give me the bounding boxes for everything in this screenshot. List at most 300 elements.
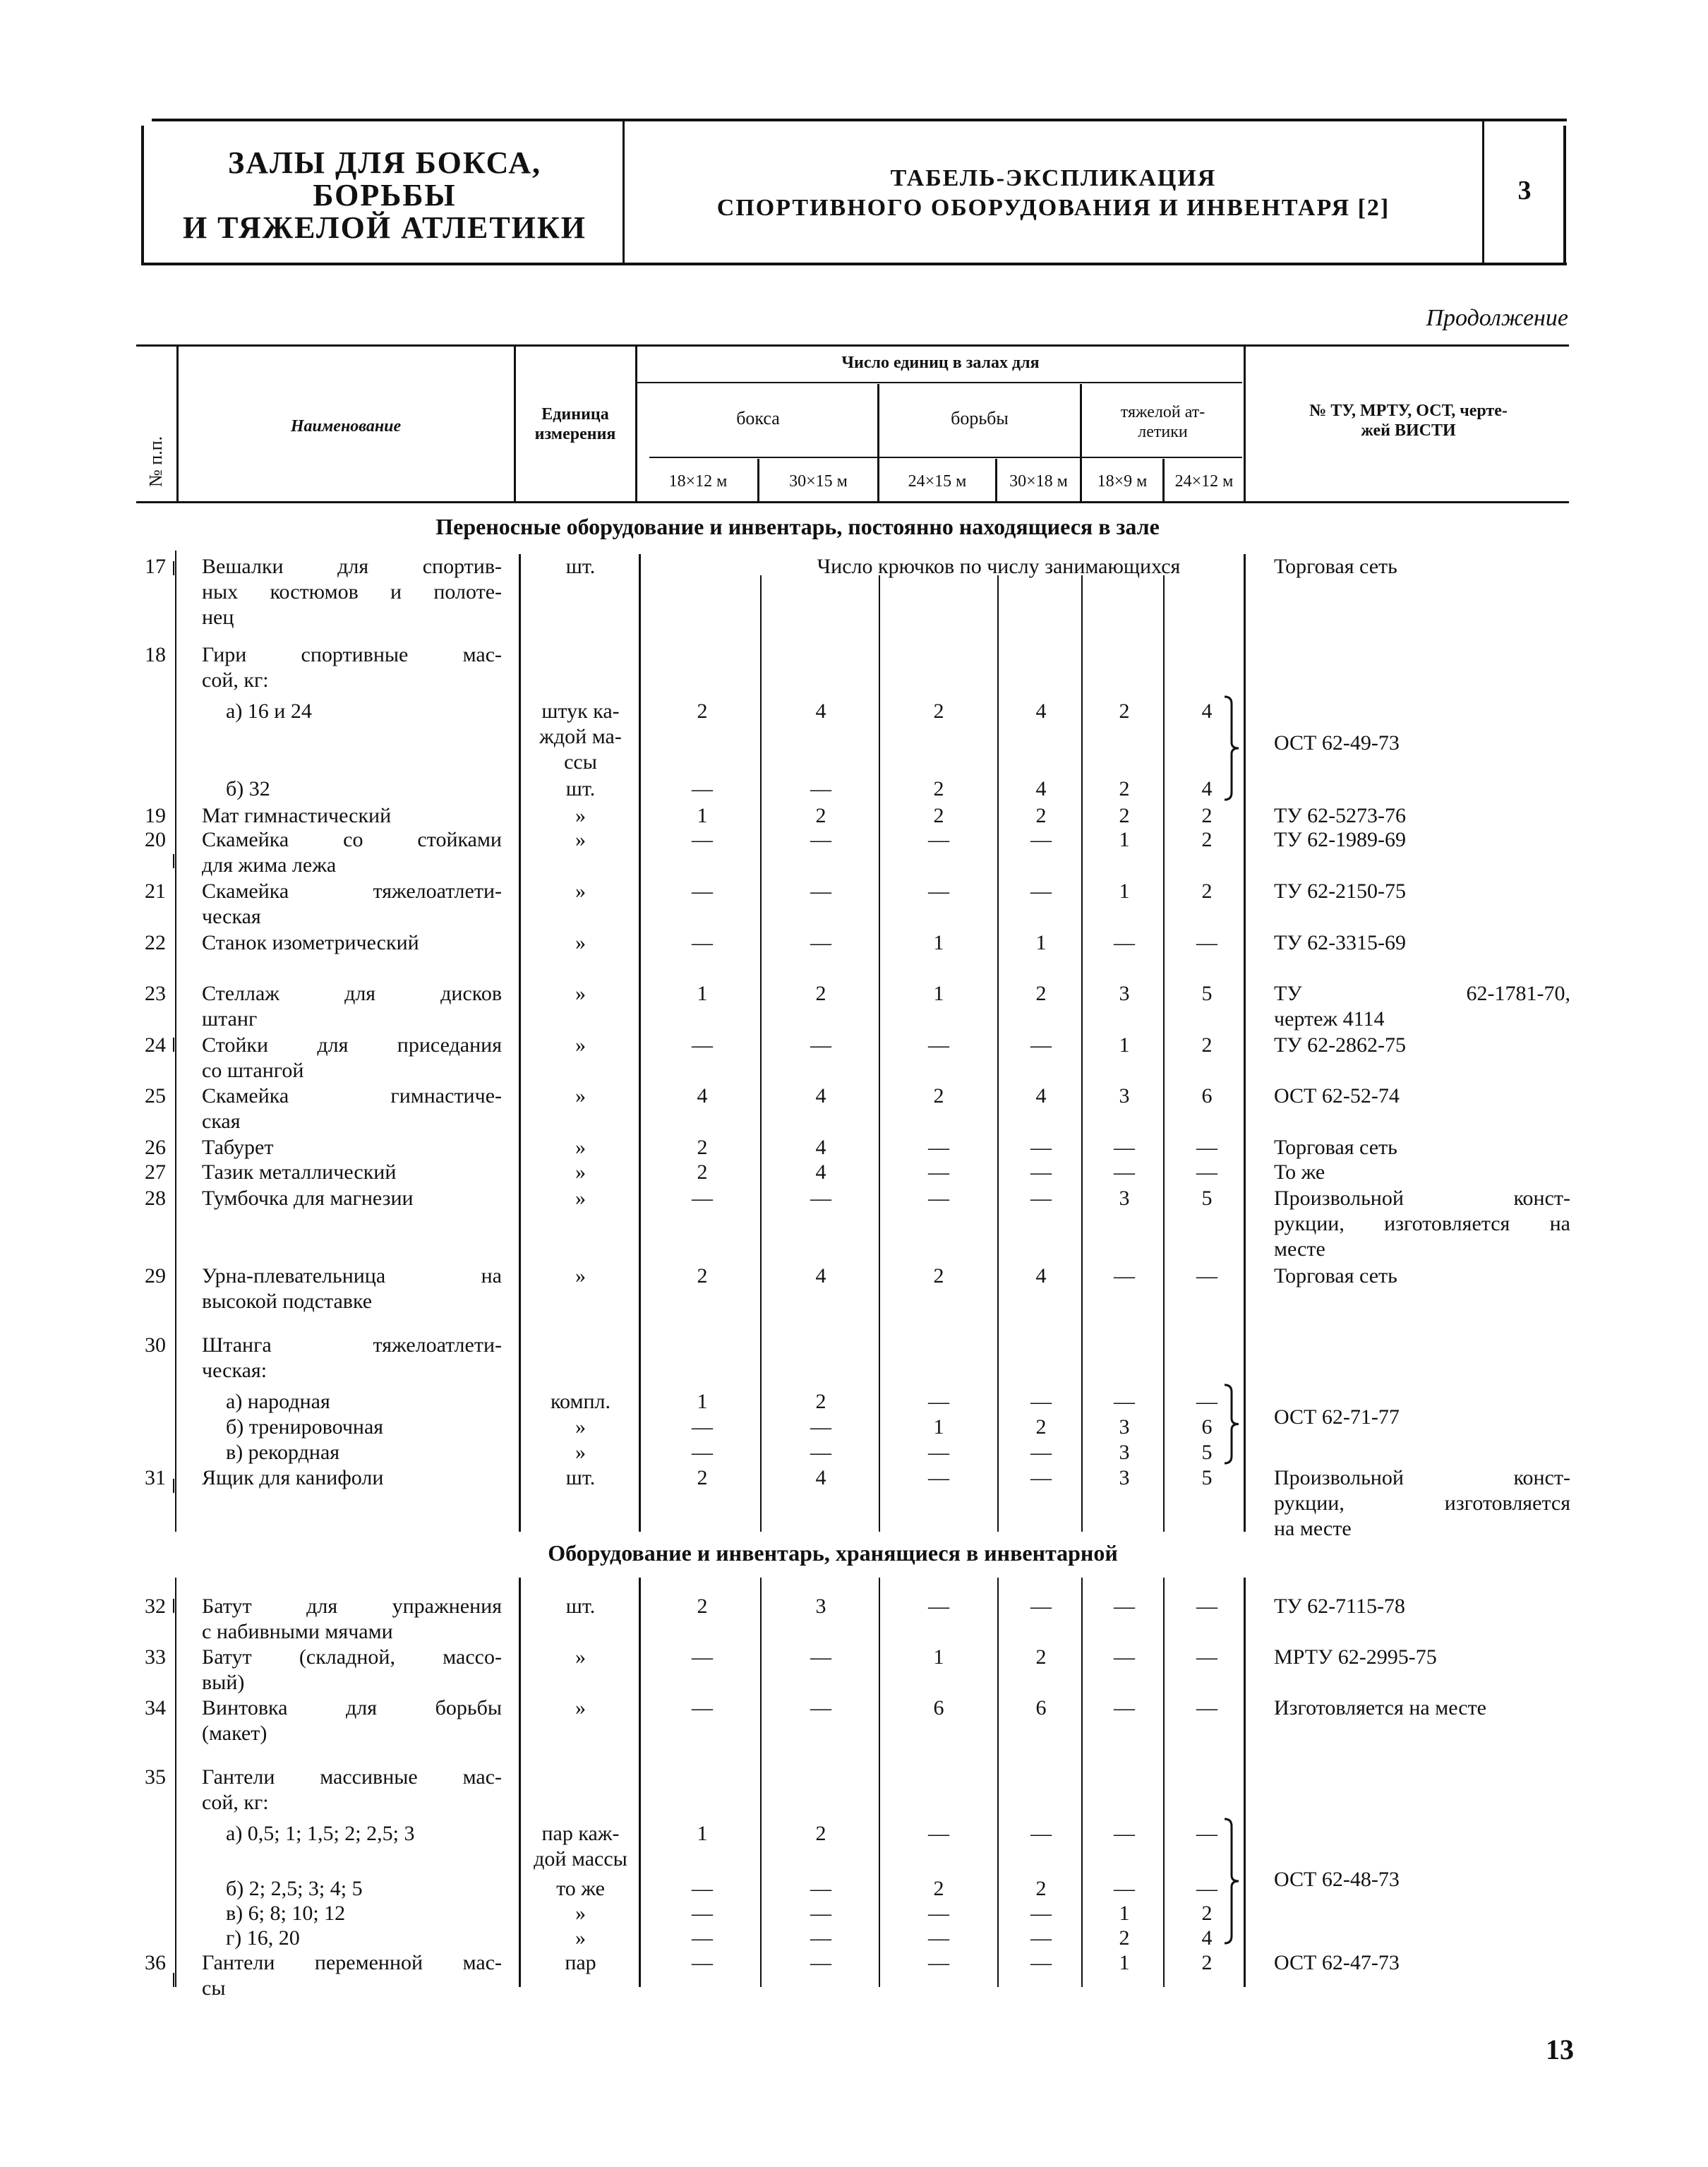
value-cell: —	[1030, 1595, 1052, 1618]
spec-reference: ТУ 62-2150-75	[1274, 880, 1407, 903]
item-name-line: сой, кг:	[202, 668, 269, 692]
spec-reference: на месте	[1274, 1517, 1352, 1540]
value-cell: —	[1114, 1264, 1135, 1287]
sub-item-name: а) 16 и 24	[226, 700, 312, 723]
unit-cell: пар	[565, 1951, 596, 1974]
row-number: 34	[145, 1696, 166, 1719]
item-name-line: ческая:	[202, 1359, 267, 1382]
value-cell: —	[810, 1926, 831, 1950]
spec-reference: чертеж 4114	[1274, 1007, 1385, 1031]
value-cell: 4	[697, 1084, 708, 1107]
value-cell: —	[1196, 1264, 1217, 1287]
row-number: 25	[145, 1084, 166, 1107]
sub-item-name: б) тренировочная	[226, 1415, 384, 1439]
value-cell: —	[1030, 1926, 1052, 1950]
unit-cell: шт.	[565, 555, 596, 578]
spec-reference: Произвольной конст-	[1274, 1187, 1570, 1210]
value-cell: 2	[1035, 982, 1047, 1005]
group-wrestling: борьбы	[951, 408, 1009, 428]
value-cell: —	[810, 931, 831, 954]
spec-reference: ОСТ 62-71-77	[1274, 1405, 1400, 1429]
value-cell: 2	[1201, 1902, 1213, 1925]
left-title-line-1: ЗАЛЫ ДЛЯ БОКСА,	[227, 145, 541, 180]
value-cell: 2	[933, 1877, 944, 1900]
value-cell: 2	[1119, 777, 1130, 800]
col-unit-header-1: Единица	[541, 405, 609, 424]
unit-cell: пар каж-	[541, 1822, 620, 1845]
value-cell: 4	[815, 1466, 826, 1489]
value-cell: —	[1114, 1136, 1135, 1159]
value-cell: 4	[815, 1160, 826, 1184]
value-cell: —	[928, 828, 949, 851]
item-name-line: Стойки для приседания	[202, 1033, 502, 1057]
value-cell: —	[928, 1822, 949, 1845]
unit-cell: »	[575, 1696, 586, 1719]
value-cell: 5	[1201, 1466, 1213, 1489]
value-cell: 4	[1201, 777, 1213, 800]
item-name-line: Скамейка со стойками	[202, 828, 502, 851]
row-tick	[173, 1599, 174, 1613]
value-cell: 6	[1201, 1084, 1213, 1107]
spec-reference: ОСТ 62-48-73	[1274, 1868, 1400, 1891]
value-cell: —	[1030, 1441, 1052, 1464]
value-cell: 1	[697, 1822, 708, 1845]
item-name-line: Тазик металлический	[202, 1160, 397, 1184]
value-cell: 4	[1201, 1926, 1213, 1950]
row-number: 20	[145, 828, 166, 851]
item-name-line: штанг	[202, 1007, 258, 1031]
value-cell: 2	[1201, 804, 1213, 827]
group-weightlifting: тяжелой ат- летики	[1120, 403, 1205, 441]
item-name-line: Батут (складной, массо-	[202, 1645, 502, 1669]
value-cell: 2	[697, 1264, 708, 1287]
spec-reference: Торговая сеть	[1274, 1264, 1397, 1287]
curly-brace	[1223, 1383, 1244, 1465]
value-cell: —	[928, 1441, 949, 1464]
value-cell: 2	[1201, 880, 1213, 903]
value-cell: —	[810, 1696, 831, 1719]
value-cell: 2	[1035, 804, 1047, 827]
unit-cell: компл.	[551, 1390, 611, 1413]
value-cell: —	[692, 1902, 713, 1925]
center-title-line-2: СПОРТИВНОГО ОБОРУДОВАНИЯ И ИНВЕНТАРЯ [2]	[716, 195, 1390, 221]
value-cell: 2	[697, 1160, 708, 1184]
unit-cell: шт.	[565, 777, 596, 800]
row-number: 27	[145, 1160, 166, 1184]
value-cell: 6	[1035, 1696, 1047, 1719]
value-cell: 5	[1201, 1441, 1213, 1464]
value-cell: —	[810, 1187, 831, 1210]
value-cell: 6	[933, 1696, 944, 1719]
item-name-line: с набивными мячами	[202, 1620, 393, 1643]
item-name-line: ская	[202, 1110, 241, 1133]
row-number: 22	[145, 931, 166, 954]
value-cell: 1	[697, 804, 708, 827]
size-4: 30×18 м	[1009, 472, 1068, 491]
unit-cell: »	[575, 1033, 586, 1057]
value-cell: 2	[697, 1466, 708, 1489]
value-cell: 4	[815, 700, 826, 723]
value-cell: —	[1196, 1160, 1217, 1184]
unit-cell: »	[575, 1187, 586, 1210]
value-cell: —	[810, 1415, 831, 1439]
value-cell: —	[810, 1951, 831, 1974]
spanning-note: Число крючков по числу занимающихся	[817, 555, 1181, 578]
value-cell: —	[1030, 1902, 1052, 1925]
row-number: 30	[145, 1333, 166, 1357]
value-cell: —	[1030, 1466, 1052, 1489]
value-cell: —	[810, 1902, 831, 1925]
value-cell: —	[1030, 1951, 1052, 1974]
unit-cell: »	[575, 931, 586, 954]
item-name-line: Штанга тяжелоатлети-	[202, 1333, 502, 1357]
item-name-line: Батут для упражнения	[202, 1595, 502, 1618]
item-name-line: Табурет	[202, 1136, 274, 1159]
item-name-line: Скамейка тяжелоатлети-	[202, 880, 502, 903]
size-6: 24×12 м	[1174, 472, 1234, 491]
page-number: 13	[1546, 2034, 1574, 2065]
value-cell: 4	[815, 1084, 826, 1107]
value-cell: 2	[815, 982, 826, 1005]
row-number: 18	[145, 643, 166, 666]
value-cell: —	[1030, 1822, 1052, 1845]
value-cell: —	[692, 880, 713, 903]
value-cell: 2	[933, 1264, 944, 1287]
value-cell: 1	[933, 1645, 944, 1669]
sub-item-name: б) 2; 2,5; 3; 4; 5	[226, 1877, 363, 1900]
value-cell: —	[692, 1696, 713, 1719]
row-number: 31	[145, 1466, 166, 1489]
spec-reference: рукции, изготовляется	[1274, 1491, 1570, 1515]
section-title-storage: Оборудование и инвентарь, хранящиеся в инвентарной	[548, 1540, 1118, 1566]
value-cell: —	[1030, 1033, 1052, 1057]
item-name-line: Урна-плевательница на	[202, 1264, 502, 1287]
spec-reference: ОСТ 62-47-73	[1274, 1951, 1400, 1974]
value-cell: —	[692, 1033, 713, 1057]
value-cell: —	[1114, 1877, 1135, 1900]
value-cell: 4	[1035, 1084, 1047, 1107]
unit-cell: »	[575, 880, 586, 903]
value-cell: 2	[1035, 1415, 1047, 1439]
spec-reference: Торговая сеть	[1274, 1136, 1397, 1159]
value-cell: —	[810, 1877, 831, 1900]
value-cell: 2	[1201, 1033, 1213, 1057]
value-cell: 2	[1119, 1926, 1130, 1950]
spec-reference: ТУ 62-7115-78	[1274, 1595, 1405, 1618]
value-cell: —	[810, 828, 831, 851]
value-cell: 2	[697, 700, 708, 723]
sub-item-name: б) 32	[226, 777, 270, 800]
value-cell: 4	[815, 1264, 826, 1287]
spec-reference: ТУ 62-1989-69	[1274, 828, 1407, 851]
value-cell: —	[1114, 1696, 1135, 1719]
spec-reference: МРТУ 62-2995-75	[1274, 1645, 1437, 1669]
sub-item-name: г) 16, 20	[226, 1926, 300, 1950]
spec-reference: Произвольной конст-	[1274, 1466, 1570, 1489]
left-title-line-3: И ТЯЖЕЛОЙ АТЛЕТИКИ	[182, 210, 587, 245]
spec-reference: ТУ 62-3315-69	[1274, 931, 1407, 954]
value-cell: —	[692, 1877, 713, 1900]
row-number: 32	[145, 1595, 166, 1618]
value-cell: —	[928, 1951, 949, 1974]
value-cell: —	[928, 1187, 949, 1210]
unit-cell: »	[575, 1160, 586, 1184]
item-name-line: нец	[202, 606, 234, 629]
row-tick	[173, 854, 174, 868]
value-cell: 2	[1201, 828, 1213, 851]
value-cell: —	[1196, 1645, 1217, 1669]
value-cell: —	[1114, 1822, 1135, 1845]
value-cell: —	[928, 880, 949, 903]
value-cell: —	[692, 777, 713, 800]
unit-cell: »	[575, 1264, 586, 1287]
value-cell: 2	[1201, 1951, 1213, 1974]
item-name-line: Станок изометрический	[202, 931, 419, 954]
value-cell: —	[1030, 1136, 1052, 1159]
row-number: 23	[145, 982, 166, 1005]
col-tu-header-2: жей ВИСТИ	[1361, 421, 1456, 440]
value-cell: —	[928, 1902, 949, 1925]
sub-item-name: а) народная	[226, 1390, 330, 1413]
row-number: 26	[145, 1136, 166, 1159]
unit-cell: »	[575, 1415, 586, 1439]
left-title-line-2: БОРЬБЫ	[313, 178, 457, 212]
item-name-line: Гантели переменной мас-	[202, 1951, 502, 1974]
value-cell: 3	[1119, 1415, 1130, 1439]
value-cell: 2	[1119, 804, 1130, 827]
value-cell: 4	[1201, 700, 1213, 723]
size-3: 24×15 м	[908, 472, 967, 491]
value-cell: —	[1196, 931, 1217, 954]
unit-cell: »	[575, 804, 586, 827]
item-name-line: Скамейка гимнастиче-	[202, 1084, 502, 1107]
value-cell: —	[692, 828, 713, 851]
value-cell: 3	[1119, 1441, 1130, 1464]
size-2: 30×15 м	[789, 472, 848, 491]
value-cell: 2	[815, 804, 826, 827]
value-cell: 4	[1035, 1264, 1047, 1287]
value-cell: —	[810, 1033, 831, 1057]
value-cell: —	[1030, 1390, 1052, 1413]
row-number: 21	[145, 880, 166, 903]
value-cell: —	[810, 1645, 831, 1669]
value-cell: 1	[1035, 931, 1047, 954]
value-cell: 2	[697, 1136, 708, 1159]
value-cell: —	[1114, 1645, 1135, 1669]
row-number: 35	[145, 1765, 166, 1789]
value-cell: —	[692, 1951, 713, 1974]
item-name-line: Стеллаж для дисков	[202, 982, 502, 1005]
unit-cell: »	[575, 1084, 586, 1107]
value-cell: —	[1114, 931, 1135, 954]
section-title-portable: Переносные оборудование и инвентарь, постоянно находящиеся в зале	[435, 514, 1160, 539]
value-cell: —	[1030, 1187, 1052, 1210]
value-cell: —	[810, 777, 831, 800]
item-name-line: Тумбочка для магнезии	[202, 1187, 414, 1210]
value-cell: 4	[1035, 700, 1047, 723]
size-5: 18×9 м	[1097, 472, 1148, 491]
value-cell: 2	[697, 1595, 708, 1618]
value-cell: —	[1030, 828, 1052, 851]
spec-reference: ТУ 62-1781-70,	[1274, 982, 1570, 1005]
spec-reference: ОСТ 62-49-73	[1274, 731, 1400, 755]
unit-cell: »	[575, 1926, 586, 1950]
value-cell: —	[692, 931, 713, 954]
col-tu-header-1: № ТУ, МРТУ, ОСТ, черте-	[1309, 402, 1508, 420]
value-cell: 5	[1201, 1187, 1213, 1210]
item-name-line: Ящик для канифоли	[202, 1466, 384, 1489]
value-cell: —	[1030, 880, 1052, 903]
sub-item-name: в) рекордная	[226, 1441, 340, 1464]
value-cell: —	[1114, 1595, 1135, 1618]
col-unit-header-2: измерения	[534, 425, 616, 443]
value-cell: 1	[1119, 1951, 1130, 1974]
spec-reference: ТУ 62-5273-76	[1274, 804, 1407, 827]
unit-cell: шт.	[565, 1466, 596, 1489]
unit-cell: »	[575, 1902, 586, 1925]
item-name-line: сой, кг:	[202, 1791, 269, 1814]
group-boxing: бокса	[736, 408, 780, 428]
item-name-line: со штангой	[202, 1059, 304, 1082]
value-cell: —	[928, 1033, 949, 1057]
value-cell: 3	[1119, 982, 1130, 1005]
row-number: 29	[145, 1264, 166, 1287]
row-number: 17	[145, 555, 166, 578]
value-cell: —	[1196, 1595, 1217, 1618]
value-cell: 2	[933, 1084, 944, 1107]
item-name-line: Гантели массивные мас-	[202, 1765, 502, 1789]
col-name-header: Наименование	[290, 417, 402, 436]
spec-reference: То же	[1274, 1160, 1325, 1184]
unit-cell: ждой ма-	[539, 725, 622, 748]
unit-cell: дой массы	[534, 1847, 627, 1871]
unit-cell: то же	[556, 1877, 605, 1900]
row-number: 24	[145, 1033, 166, 1057]
value-cell: 1	[933, 982, 944, 1005]
value-cell: 4	[1035, 777, 1047, 800]
item-name-line: для жима лежа	[202, 853, 337, 877]
value-cell: —	[928, 1926, 949, 1950]
value-cell: 3	[1119, 1187, 1130, 1210]
value-cell: —	[810, 880, 831, 903]
sheet-number: 3	[1517, 176, 1532, 205]
value-cell: 3	[1119, 1466, 1130, 1489]
center-title-line-1: ТАБЕЛЬ-ЭКСПЛИКАЦИЯ	[890, 165, 1217, 191]
unit-cell: »	[575, 1645, 586, 1669]
value-cell: 1	[1119, 1902, 1130, 1925]
row-tick	[173, 1973, 174, 1987]
row-tick	[173, 561, 174, 575]
sub-item-name: а) 0,5; 1; 1,5; 2; 2,5; 3	[226, 1822, 415, 1845]
continuation-label: Продолжение	[1426, 305, 1568, 331]
value-cell: —	[692, 1645, 713, 1669]
spec-reference: Изготовляется на месте	[1274, 1696, 1486, 1719]
count-group-header: Число единиц в залах для	[841, 354, 1040, 372]
row-number: 19	[145, 804, 166, 827]
sub-item-name: в) 6; 8; 10; 12	[226, 1902, 346, 1925]
unit-cell: ссы	[564, 750, 597, 774]
value-cell: 2	[933, 804, 944, 827]
value-cell: 2	[815, 1822, 826, 1845]
value-cell: 1	[933, 1415, 944, 1439]
value-cell: —	[928, 1595, 949, 1618]
item-name-line: вый)	[202, 1671, 245, 1694]
item-name-line: Винтовка для борьбы	[202, 1696, 502, 1719]
row-number: 33	[145, 1645, 166, 1669]
value-cell: —	[1114, 1390, 1135, 1413]
curly-brace	[1223, 695, 1244, 801]
value-cell: —	[1030, 1160, 1052, 1184]
value-cell: 2	[1119, 700, 1130, 723]
item-name-line: высокой подставке	[202, 1290, 373, 1313]
value-cell: —	[1196, 1822, 1217, 1845]
spec-reference: ОСТ 62-52-74	[1274, 1084, 1400, 1107]
value-cell: —	[928, 1466, 949, 1489]
spec-reference: месте	[1274, 1237, 1325, 1261]
curly-brace	[1223, 1818, 1244, 1945]
unit-cell: шт.	[565, 1595, 596, 1618]
value-cell: 2	[815, 1390, 826, 1413]
item-name-line: Вешалки для спортив-	[202, 555, 502, 578]
value-cell: 1	[1119, 880, 1130, 903]
value-cell: 6	[1201, 1415, 1213, 1439]
value-cell: 2	[933, 700, 944, 723]
spec-reference: рукции, изготовляется на	[1274, 1212, 1570, 1235]
value-cell: 2	[1035, 1645, 1047, 1669]
row-number: 28	[145, 1187, 166, 1210]
spec-reference: ТУ 62-2862-75	[1274, 1033, 1407, 1057]
size-1: 18×12 м	[668, 472, 728, 491]
value-cell: 1	[1119, 828, 1130, 851]
value-cell: 1	[697, 1390, 708, 1413]
spec-reference: Торговая сеть	[1274, 555, 1397, 578]
unit-cell: »	[575, 982, 586, 1005]
item-name-line: сы	[202, 1976, 226, 2000]
value-cell: —	[1196, 1877, 1217, 1900]
value-cell: —	[928, 1390, 949, 1413]
item-name-line: ческая	[202, 905, 261, 928]
item-name-line: ных костюмов и полоте-	[202, 580, 502, 604]
row-tick	[173, 1479, 174, 1493]
value-cell: 4	[815, 1136, 826, 1159]
value-cell: —	[692, 1926, 713, 1950]
item-name-line: (макет)	[202, 1722, 267, 1745]
col-num-header: № п.п.	[145, 436, 166, 487]
value-cell: —	[1196, 1696, 1217, 1719]
value-cell: 3	[1119, 1084, 1130, 1107]
value-cell: —	[928, 1136, 949, 1159]
value-cell: —	[1196, 1136, 1217, 1159]
value-cell: 3	[815, 1595, 826, 1618]
unit-cell: »	[575, 1136, 586, 1159]
unit-cell: »	[575, 1441, 586, 1464]
value-cell: —	[692, 1187, 713, 1210]
value-cell: 1	[1119, 1033, 1130, 1057]
value-cell: 2	[933, 777, 944, 800]
value-cell: 5	[1201, 982, 1213, 1005]
value-cell: 1	[933, 931, 944, 954]
item-name-line: Гири спортивные мас-	[202, 643, 502, 666]
item-name-line: Мат гимнастический	[202, 804, 392, 827]
value-cell: —	[928, 1160, 949, 1184]
value-cell: —	[692, 1415, 713, 1439]
value-cell: 1	[697, 982, 708, 1005]
value-cell: —	[692, 1441, 713, 1464]
unit-cell: »	[575, 828, 586, 851]
value-cell: —	[1196, 1390, 1217, 1413]
row-number: 36	[145, 1951, 166, 1974]
row-tick	[173, 1038, 174, 1052]
